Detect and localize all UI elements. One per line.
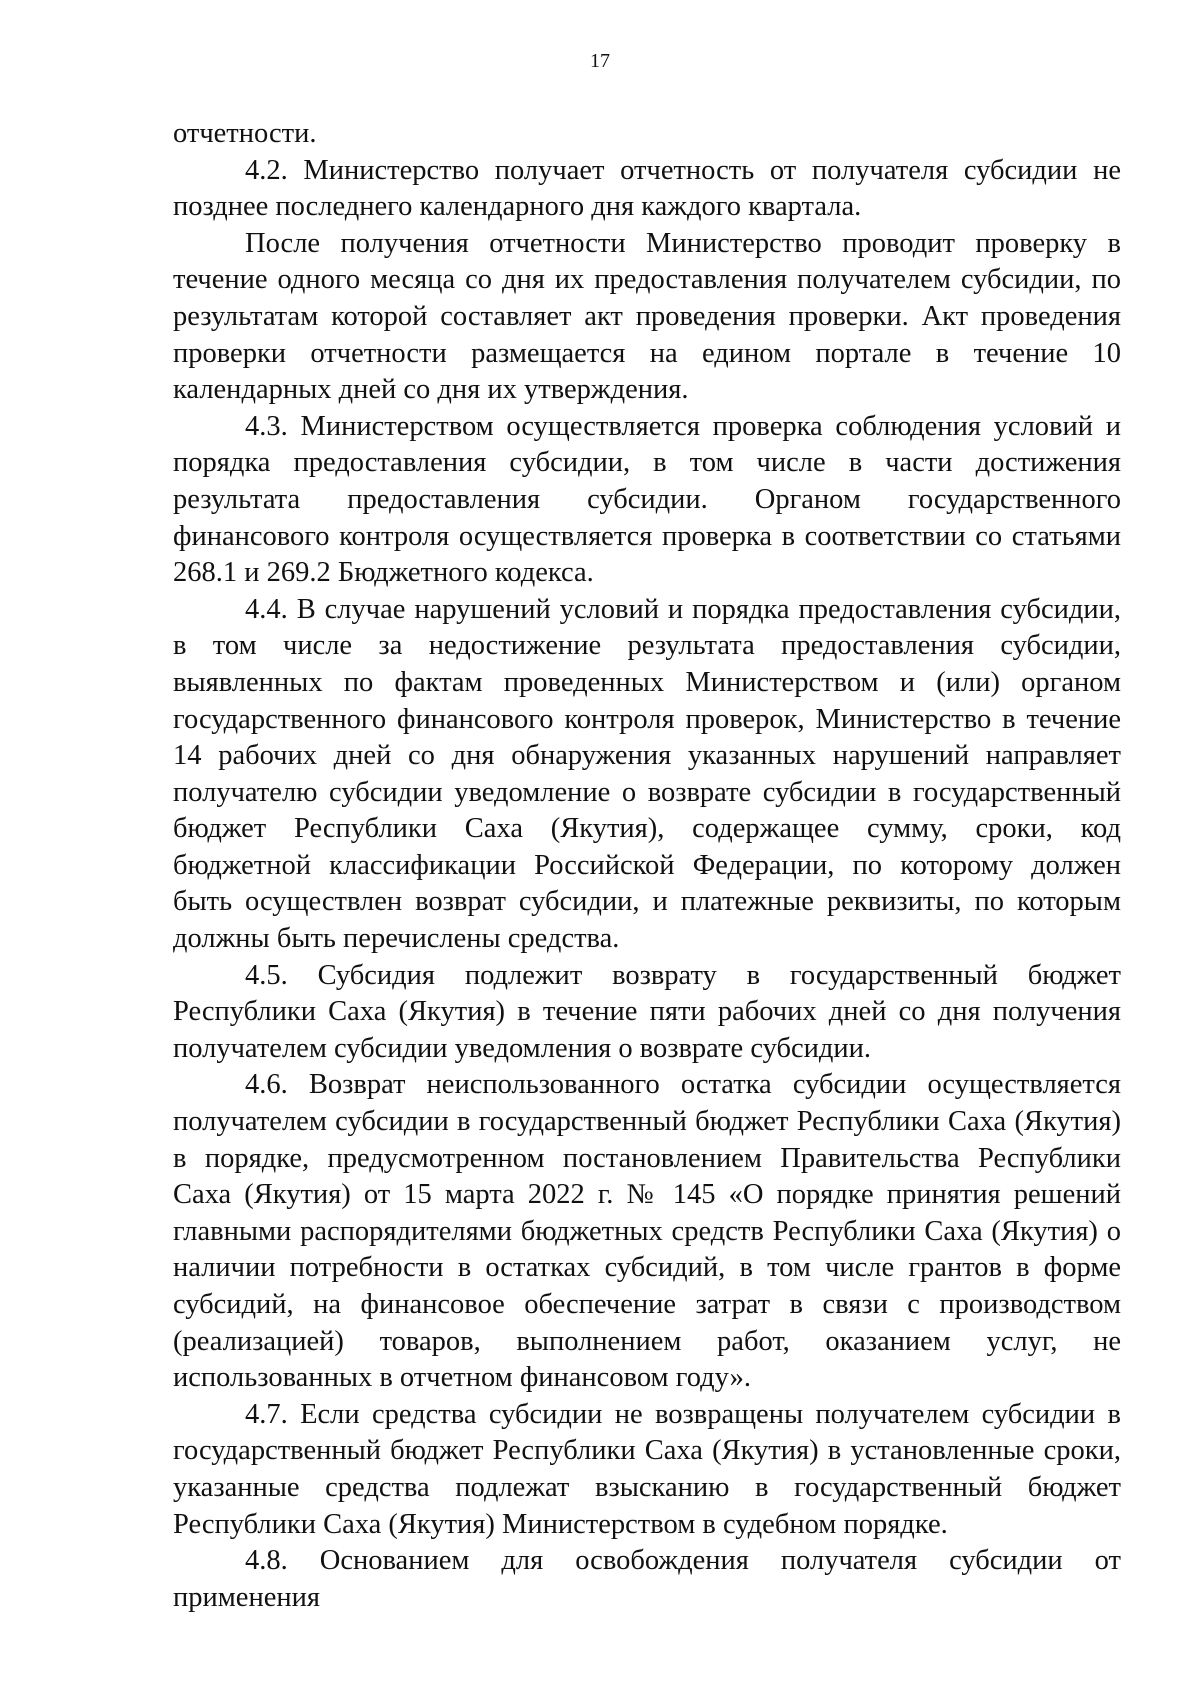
paragraph-4-6: 4.6. Возврат неиспользованного остатка субсидии осуществляется получателем субсидии в государственный бюджет Республики Саха (Якутия) в порядке, предусмотренном постановлением Правительства Республики Саха (Якутия) от 15 марта 2022 г. № 145 «О порядке принятия решений главными распорядителями бюджетных средств Республики Саха (Якутия) о наличии потребности в остатках субсидий, в том числе грантов в форме субсидий, на финансовое обеспечение затрат в связи с производством (реализацией) товаров, выполнением работ, оказанием услуг, не использованных в отчетном финансовом году». [173,1069,1121,1394]
paragraph-continuation: отчетности. [173,118,317,149]
paragraph-4-5: 4.5. Субсидия подлежит возврату в государственный бюджет Республики Саха (Якутия) в течение пяти рабочих дней со дня получения получателем субсидии уведомления о возврате субсидии. [173,959,1121,1064]
paragraph-4-3: 4.3. Министерством осуществляется проверка соблюдения условий и порядка предоставления субсидии, в том числе в части достижения результата предоставления субсидии. Органом государственного финансового контроля осуществляется проверка в соответствии со статьями 268.1 и 269.2 Бюджетного кодекса. [173,410,1121,589]
page-number: 17 [590,50,610,72]
paragraph-4-2: 4.2. Министерство получает отчетность от получателя субсидии не позднее последнего календарного дня каждого квартала. [173,154,1121,223]
paragraph-4-7: 4.7. Если средства субсидии не возвращены получателем субсидии в государственный бюджет Республики Саха (Якутия) в установленные сроки, указанные средства подлежат взысканию в государственный бюджет Республики Саха (Якутия) Министерством в судебном порядке. [173,1398,1121,1540]
paragraph-4-8: 4.8. Основанием для освобождения получателя субсидии от применения [173,1545,1121,1613]
paragraph-4-2-inspection: После получения отчетности Министерство проводит проверку в течение одного месяца со дня их предоставления получателем субсидии, по результатам которой составляет акт проведения проверки. Акт проведения проверки отчетности размещается на едином портале в течение 10 календарных дней со дня их утверждения. [173,227,1121,406]
paragraph-4-4: 4.4. В случае нарушений условий и порядка предоставления субсидии, в том числе за недостижение результата предоставления субсидии, выявленных по фактам проведенных Министерством и (или) органом государственного финансового контроля проверок, Министерство в течение 14 рабочих дней со дня обнаружения указанных нарушений направляет получателю субсидии уведомление о возврате субсидии в государственный бюджет Республики Саха (Якутия), содержащее сумму, сроки, код бюджетной классификации Российской Федерации, по которому должен быть осуществлен возврат субсидии, и платежные реквизиты, по которым должны быть перечислены средства. [173,593,1121,955]
document-body [173,116,1121,1616]
